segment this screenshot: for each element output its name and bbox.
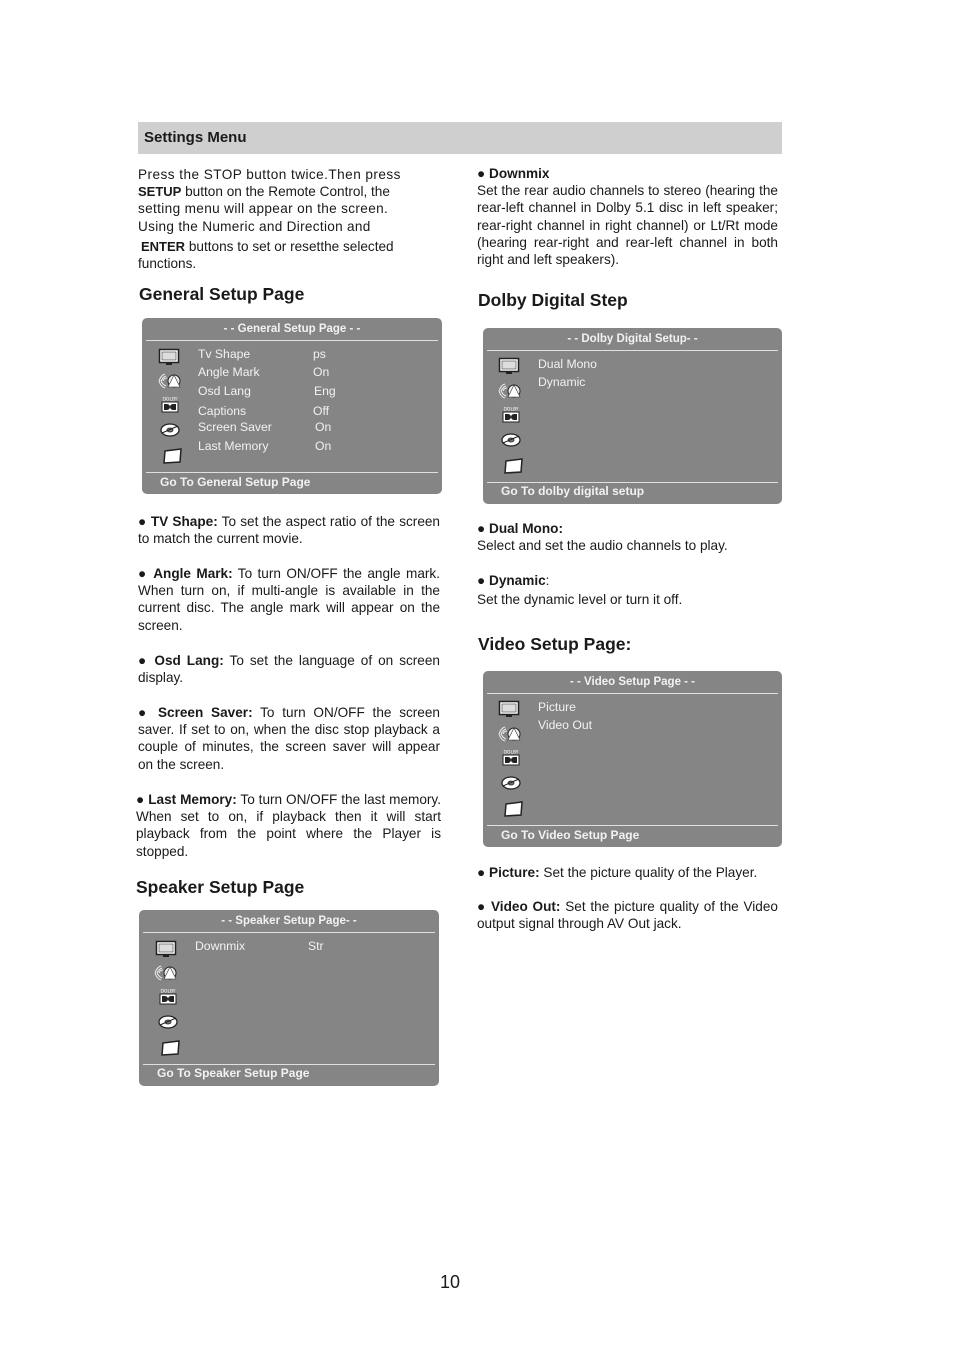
intro-line [138, 183, 438, 200]
desc-text: To set the aspect ratio of the screen to match the current movie. [138, 514, 440, 547]
dolby-setup-panel [483, 328, 782, 504]
menu-item-value: ps [313, 347, 326, 361]
dual-mono-desc [477, 520, 778, 554]
desc-term: Dual Mono: [489, 521, 563, 536]
intro-fragment: button on the Remote Control, the [181, 184, 390, 200]
menu-item-label[interactable]: Osd Lang [198, 384, 251, 398]
panel-title: - - Speaker Setup Page- - [221, 915, 357, 927]
downmix-desc [477, 165, 778, 268]
dolby-icon-text: DOLBY [160, 989, 176, 995]
dolby-icon-text: DOLBY [162, 397, 178, 403]
menu-item-value: Off [313, 404, 330, 418]
speaker-heading: Speaker Setup Page [136, 877, 305, 897]
dynamic-desc [477, 572, 778, 608]
panel-title: - - Dolby Digital Setup- - [567, 333, 698, 345]
intro-line: Press the STOP button twice.Then press [138, 167, 401, 182]
dolby-heading: Dolby Digital Step [478, 290, 628, 310]
preference-icon[interactable] [162, 447, 184, 465]
dolby-icon[interactable] [500, 406, 522, 424]
tv-icon[interactable] [158, 348, 180, 366]
tv-icon[interactable] [498, 700, 520, 718]
panel-title: - - Video Setup Page - - [569, 676, 696, 688]
video-heading: Video Setup Page: [478, 634, 632, 654]
dolby-icon[interactable] [500, 749, 522, 767]
video-setup-panel [483, 671, 782, 847]
dolby-icon-text: DOLBY [503, 750, 519, 756]
menu-item-value: On [315, 420, 332, 434]
desc-text: Set the dynamic level or turn it off. [477, 592, 683, 608]
preference-icon[interactable] [160, 1039, 182, 1057]
divider [487, 482, 778, 483]
intro-line: Using the Numeric and Direction and [138, 218, 371, 234]
tv-icon[interactable] [498, 357, 520, 375]
video-out-desc: ● Video Out: Set the picture quality of the Video output signal through AV Out jack. [477, 899, 778, 932]
desc-term-line: ● Dynamic: [477, 573, 550, 588]
intro-line: setting menu will appear on the screen. [138, 201, 389, 217]
dolby-icon[interactable] [159, 396, 181, 414]
dolby-icon-text: DOLBY [503, 407, 519, 413]
panel-title: - - General Setup Page - - [223, 323, 361, 335]
speaker-icon[interactable] [496, 725, 522, 743]
divider [146, 340, 438, 341]
desc-term: Dynamic [489, 573, 546, 588]
panel-footer-link[interactable]: Go To Video Setup Page [501, 828, 640, 842]
divider [146, 472, 438, 473]
preference-icon[interactable] [503, 800, 525, 818]
disc-icon[interactable] [157, 1013, 179, 1031]
speaker-icon[interactable] [496, 382, 522, 400]
intro-line: functions. [138, 256, 197, 272]
section-banner [138, 122, 782, 154]
menu-item-label[interactable]: Last Memory [198, 439, 269, 453]
menu-item-value: On [315, 439, 332, 453]
desc-term: Picture: [489, 865, 540, 880]
desc-text: To turn ON/OFF the angle mark. When turn on, if multi-angle is available in the current disc. The angle mark will appear on the screen. [138, 566, 440, 633]
menu-item-label[interactable]: Video Out [538, 718, 592, 732]
menu-item-label[interactable]: Downmix [195, 939, 246, 953]
general-setup-panel [142, 318, 442, 494]
desc-text: To turn ON/OFF the screen saver. If set to on, when the disc stop playback a couple of minutes, the screen saver will appear on the screen. [138, 705, 440, 772]
disc-icon[interactable] [500, 431, 522, 449]
panel-footer-link[interactable]: Go To Speaker Setup Page [157, 1066, 310, 1080]
desc-text: Set the rear audio channels to stereo (hearing the rear-left channel in Dolby 5.1 disc in left speaker; rear-right channel in right channel) or Lt/Rt mode (hearing rear-right and rear-left channel in both right and left speakers). [477, 183, 778, 268]
disc-icon[interactable] [159, 421, 181, 439]
disc-icon[interactable] [500, 774, 522, 792]
downmix-term-line: ● Downmix [477, 166, 550, 181]
divider [143, 932, 435, 933]
speaker-icon[interactable] [156, 372, 182, 390]
menu-item-value: Eng [314, 384, 336, 398]
divider [487, 693, 778, 694]
menu-item-label[interactable]: Dynamic [538, 375, 586, 389]
desc-term: Angle Mark: [153, 566, 233, 581]
divider [143, 1064, 435, 1065]
general-heading: General Setup Page [139, 284, 305, 304]
desc-text: Set the picture quality of the Player. [539, 865, 758, 880]
page-number: 10 [439, 1272, 461, 1292]
panel-footer-link[interactable]: Go To dolby digital setup [501, 484, 645, 498]
intro-text [138, 166, 438, 272]
enter-key: ENTER [141, 238, 186, 254]
menu-item-label[interactable]: Picture [538, 700, 576, 714]
menu-item-label[interactable]: Screen Saver [198, 420, 272, 434]
desc-text: Select and set the audio channels to play. [477, 538, 728, 554]
menu-item-label[interactable]: Dual Mono [538, 357, 597, 371]
divider [487, 825, 778, 826]
desc-term: Osd Lang: [154, 653, 224, 668]
menu-item-value: On [313, 365, 330, 379]
desc-term-line: ● Dual Mono: [477, 521, 563, 536]
menu-item-label[interactable]: Angle Mark [198, 365, 260, 379]
desc-text: To turn ON/OFF the last memory. When set to on, if playback then it will start playback from the point where the Player is stopped. [136, 792, 441, 859]
menu-item-label[interactable]: Tv Shape [198, 347, 251, 361]
desc-term: Video Out: [490, 899, 561, 914]
setup-key: SETUP [138, 184, 182, 200]
angle-mark-desc: ● Angle Mark: To turn ON/OFF the angle mark. When turn on, if multi-angle is available in the current disc. The angle mark will appear on the screen. [138, 566, 440, 633]
section-title: Settings Menu [144, 129, 247, 146]
desc-colon: : [545, 573, 550, 588]
speaker-setup-panel [139, 910, 439, 1086]
intro-line [138, 238, 438, 255]
panel-footer-link[interactable]: Go To General Setup Page [160, 475, 311, 489]
tv-icon[interactable] [155, 940, 177, 958]
divider [487, 350, 778, 351]
desc-term: TV Shape: [150, 514, 218, 529]
intro-fragment: buttons to set or resetthe selected [185, 238, 394, 254]
desc-term: Screen Saver: [157, 705, 253, 720]
dolby-icon[interactable] [157, 988, 179, 1006]
picture-desc: ● Picture: Set the picture quality of the Player. [477, 865, 758, 880]
menu-item-value: Str [308, 939, 324, 953]
osd-lang-desc: ● Osd Lang: To set the language of on screen display. [138, 653, 440, 686]
preference-icon[interactable] [503, 457, 525, 475]
desc-term: Downmix [489, 166, 550, 181]
desc-text: To set the language of on screen display. [138, 653, 440, 686]
screen-saver-desc: ● Screen Saver: To turn ON/OFF the screen saver. If set to on, when the disc stop playback a couple of minutes, the screen saver will appear on the screen. [138, 705, 440, 772]
tv-shape-desc: ● TV Shape: To set the aspect ratio of the screen to match the current movie. [138, 514, 440, 547]
desc-text: Set the picture quality of the Video output signal through AV Out jack. [477, 899, 778, 932]
last-memory-desc: ● Last Memory: To turn ON/OFF the last memory. When set to on, if playback then it will start playback from the point where the Player is stopped. [136, 792, 441, 859]
speaker-icon[interactable] [152, 964, 178, 982]
menu-item-label[interactable]: Captions [198, 404, 247, 418]
desc-term: Last Memory: [148, 792, 237, 807]
